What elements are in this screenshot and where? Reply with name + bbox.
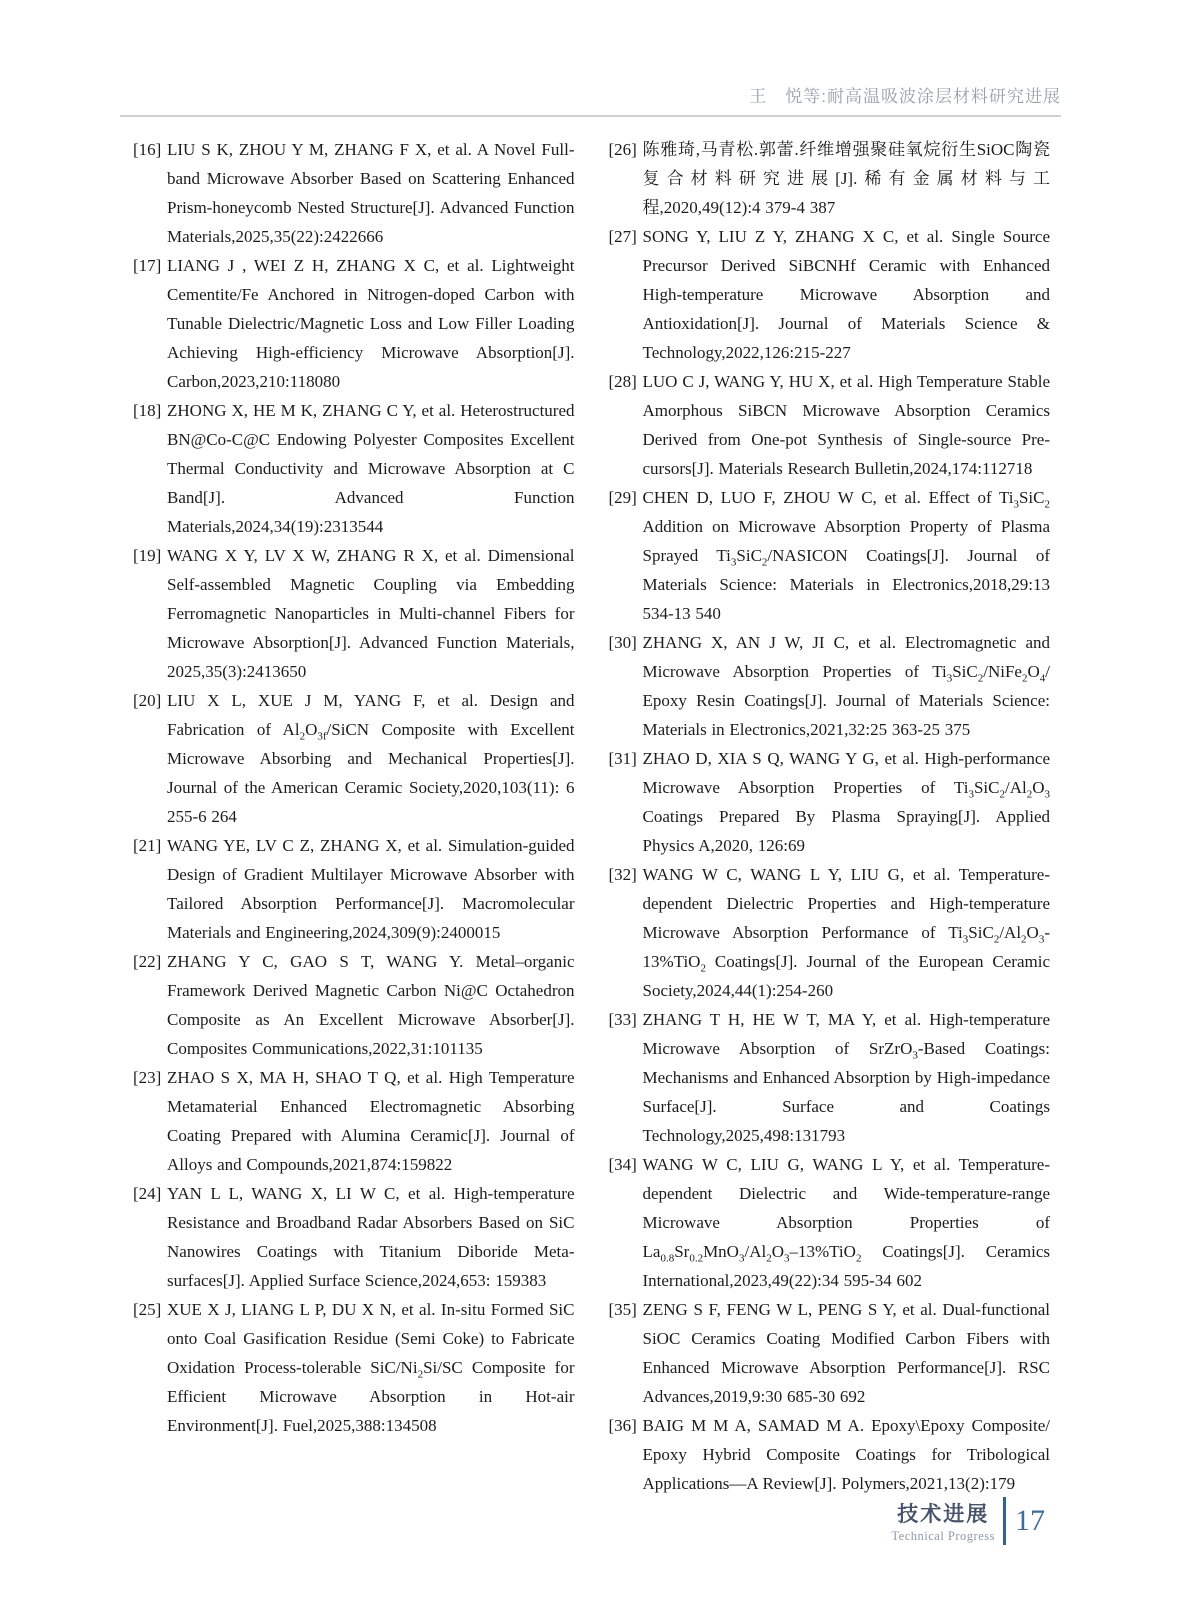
ref-text: ZENG S F, FENG W L, PENG S Y, et al. Dual-functional SiOC Ceramics Coating Modified Carbon Fibers with Enhanced Microwave Absorption Performance[J]. RSC Advances,2019,9:30 685-30 692 — [642, 1300, 1050, 1406]
ref-number: [19] — [133, 546, 162, 565]
ref-text: YAN L L, WANG X, LI W C, et al. High-temperature Resistance and Broadband Radar Absorbers Based on SiC Nanowires Coatings with Titanium Diboride Meta-surfaces[J]. Applied Surface Science,2024,653: 159383 — [167, 1184, 575, 1290]
ref-text: 陈雅琦,马青松.郭蕾.纤维增强聚硅氧烷衍生SiOC陶瓷复合材料研究进展[J].稀有金属材料与工程,2020,49(12):4 379-4 387 — [642, 140, 1050, 217]
ref-24 — [133, 1179, 575, 1295]
ref-number: [30] — [608, 633, 637, 652]
ref-text: ZHANG Y C, GAO S T, WANG Y. Metal–organic Framework Derived Magnetic Carbon Ni@C Octahedron Composite as An Excellent Microwave Absorber[J]. Composites Communications,2022,31:101135 — [167, 952, 575, 1058]
section-label — [891, 1498, 1003, 1544]
ref-text: ZHONG X, HE M K, ZHANG C Y, et al. Heterostructured BN@Co-C@C Endowing Polyester Composites Excellent Thermal Conductivity and Microwave Absorption at C Band[J]. Advanced Function Materials,2024,34(19):2313544 — [167, 401, 575, 536]
ref-33 — [609, 1005, 1051, 1150]
page-number: 17 — [1015, 1504, 1045, 1537]
ref-23 — [133, 1063, 575, 1179]
ref-number: [18] — [133, 401, 162, 420]
ref-20 — [133, 686, 575, 831]
ref-text: WANG YE, LV C Z, ZHANG X, et al. Simulation-guided Design of Gradient Multilayer Microwave Absorber with Tailored Absorption Performance[J]. Macromolecular Materials and Engineering,2024,309(9):2400015 — [167, 836, 575, 942]
ref-31 — [609, 744, 1051, 860]
ref-number: [17] — [133, 256, 162, 275]
ref-number: [20] — [133, 691, 162, 710]
header-divider — [120, 115, 1061, 117]
ref-text: ZHANG X, AN J W, JI C, et al. Electromagnetic and Microwave Absorption Properties of $Ti_3SiC_2/NiFe_2O_4/$ Epoxy Resin Coatings[J]. Journal of Materials Science: Materials in Electronics,2021,32:25 363-25 375 — [642, 633, 1050, 739]
ref-text: LIU S K, ZHOU Y M, ZHANG F X, et al. A Novel Full-band Microwave Absorber Based on Scattering Enhanced Prism-honeycomb Nested Structure[J]. Advanced Function Materials,2025,35(22):2422666 — [167, 140, 575, 246]
ref-text: SONG Y, LIU Z Y, ZHANG X C, et al. Single Source Precursor Derived SiBCNHf Ceramic with Enhanced High-temperature Microwave Absorption and Antioxidation[J]. Journal of Materials Science & Technology,2022,126:215-227 — [642, 227, 1050, 362]
ref-text: ZHANG T H, HE W T, MA Y, et al. High-temperature Microwave Absorption of SrZrO$_3$-Based Coatings: Mechanisms and Enhanced Absorption by High-impedance Surface[J]. Surface and Coatings Technology,2025,498:131793 — [642, 1010, 1050, 1145]
ref-text: BAIG M M A, SAMAD M A. Epoxy\Epoxy Composite/ Epoxy Hybrid Composite Coatings for Tribological Applications—A Review[J]. Polymers,2021,13(2):179 — [642, 1416, 1050, 1493]
ref-22 — [133, 947, 575, 1063]
ref-number: [21] — [133, 836, 162, 855]
ref-number: [24] — [133, 1184, 162, 1203]
ref-text: WANG X Y, LV X W, ZHANG R X, et al. Dimensional Self-assembled Magnetic Coupling via Embedding Ferromagnetic Nanoparticles in Multi-channel Fibers for Microwave Absorption[J]. Advanced Function Materials, 2025,35(3):2413650 — [167, 546, 575, 681]
ref-text: LIU X L, XUE J M, YANG F, et al. Design and Fabrication of $Al_2O_{3f}$/SiCN Composite with Excellent Microwave Absorbing and Mechanical Properties[J]. Journal of the American Ceramic Society,2020,103(11): 6 255-6 264 — [167, 691, 575, 826]
ref-text: LIANG J , WEI Z H, ZHANG X C, et al. Lightweight Cementite/Fe Anchored in Nitrogen-doped Carbon with Tunable Dielectric/Magnetic Loss and Low Filler Loading Achieving High-efficiency Microwave Absorption[J]. Carbon,2023,210:118080 — [167, 256, 575, 391]
ref-text: XUE X J, LIANG L P, DU X N, et al. In-situ Formed SiC onto Coal Gasification Residue (Semi Coke) to Fabricate Oxidation Process-tolerable SiC/$Ni_2Si/SC$ Composite for Efficient Microwave Absorption in Hot-air Environment[J]. Fuel,2025,388:134508 — [167, 1300, 575, 1435]
ref-35 — [609, 1295, 1051, 1411]
ref-26 — [609, 135, 1051, 222]
ref-text: WANG W C, WANG L Y, LIU G, et al. Temperature-dependent Dielectric Properties and High-temperature Microwave Absorption Performance of $Ti_3SiC_2/Al_2O_3-13\%TiO_2$ Coatings[J]. Journal of the European Ceramic Society,2024,44(1):254-260 — [642, 865, 1050, 1000]
ref-34 — [609, 1150, 1051, 1295]
ref-36 — [609, 1411, 1051, 1498]
ref-number: [27] — [608, 227, 637, 246]
ref-number: [34] — [608, 1155, 637, 1174]
ref-28 — [609, 367, 1051, 483]
section-label-en: Technical Progress — [891, 1529, 995, 1543]
ref-text: LUO C J, WANG Y, HU X, et al. High Temperature Stable Amorphous SiBCN Microwave Absorption Ceramics Derived from One-pot Synthesis of Single-source Pre-cursors[J]. Materials Research Bulletin,2024,174:112718 — [642, 372, 1050, 478]
ref-number: [36] — [608, 1416, 637, 1435]
ref-number: [16] — [133, 140, 162, 159]
ref-number: [25] — [133, 1300, 162, 1319]
reference-list — [133, 135, 1050, 1498]
ref-30 — [609, 628, 1051, 744]
ref-number: [35] — [608, 1300, 637, 1319]
ref-number: [22] — [133, 952, 162, 971]
ref-number: [23] — [133, 1068, 162, 1087]
ref-32 — [609, 860, 1051, 1005]
ref-number: [32] — [608, 865, 637, 884]
ref-17 — [133, 251, 575, 396]
reference-column-right — [609, 135, 1051, 1498]
ref-27 — [609, 222, 1051, 367]
ref-number: [29] — [608, 488, 637, 507]
ref-21 — [133, 831, 575, 947]
ref-29 — [609, 483, 1051, 628]
ref-number: [31] — [608, 749, 637, 768]
section-label-cn: 技术进展 — [897, 1503, 990, 1526]
ref-text: ZHAO S X, MA H, SHAO T Q, et al. High Temperature Metamaterial Enhanced Electromagnetic Absorbing Coating Prepared with Alumina Ceramic[J]. Journal of Alloys and Compounds,2021,874:159822 — [167, 1068, 575, 1174]
ref-25 — [133, 1295, 575, 1440]
ref-text: ZHAO D, XIA S Q, WANG Y G, et al. High-performance Microwave Absorption Properties of $Ti_3SiC_2/Al_2O_3$ Coatings Prepared By Plasma Spraying[J]. Applied Physics A,2020, 126:69 — [642, 749, 1050, 855]
page-footer — [891, 1497, 1045, 1545]
ref-number: [26] — [608, 140, 637, 159]
ref-number: [33] — [608, 1010, 637, 1029]
ref-19 — [133, 541, 575, 686]
ref-text: WANG W C, LIU G, WANG L Y, et al. Temperature-dependent Dielectric and Wide-temperature-range Microwave Absorption Properties of $La_{0.8}Sr_{0.2}MnO_3/Al_2O_3-13\%TiO_2$ Coatings[J]. Ceramics International,2023,49(22):34 595-34 602 — [642, 1155, 1050, 1290]
ref-16 — [133, 135, 575, 251]
reference-column-left — [133, 135, 575, 1498]
ref-text: CHEN D, LUO F, ZHOU W C, et al. Effect of $Ti_3SiC_2$ Addition on Microwave Absorption Property of Plasma Sprayed $Ti_3SiC_2$/NASICON Coatings[J]. Journal of Materials Science: Materials in Electronics,2018,29:13 534-13 540 — [642, 488, 1050, 623]
running-title: 王 悦等:耐高温吸波涂层材料研究进展 — [749, 87, 1061, 106]
ref-number: [28] — [608, 372, 637, 391]
ref-18 — [133, 396, 575, 541]
